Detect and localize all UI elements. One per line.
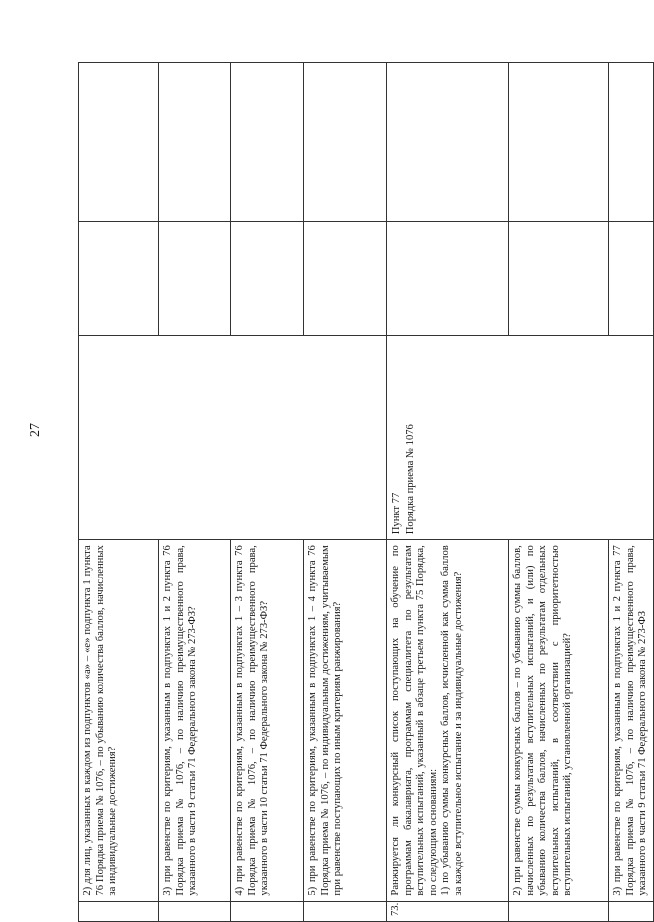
row-number (231, 901, 304, 921)
row-number (609, 901, 654, 921)
reference-cell (387, 335, 654, 540)
note-cell (609, 63, 654, 222)
row-number (159, 901, 231, 921)
question-text (387, 540, 509, 901)
row-number (509, 901, 609, 921)
answer-cell (159, 222, 231, 336)
row-number (79, 901, 159, 921)
reference-cell (79, 335, 387, 540)
answer-cell (387, 222, 509, 336)
note-cell (509, 63, 609, 222)
answer-cell (231, 222, 304, 336)
table-row (79, 63, 159, 922)
note-cell (79, 63, 159, 222)
note-cell (304, 63, 387, 222)
question-text: 3) при равенстве по критериям, указанным в подпунктах 1 и 2 пункта 76 Порядка приема № 1076, – по наличию преимущественного права, указанного в части 9 статьи 71 Федерального закона № 273-ФЗ? (159, 540, 231, 901)
question-text: 3) при равенстве по критериям, указанным в подпунктах 1 и 2 пункта 77 Порядка приема № 1076, – по наличию преимущественного права, указанного в части 9 статьи 71 Федерального закона № 273-ФЗ (609, 540, 654, 901)
page-number: 27 (28, 423, 43, 437)
table-row (387, 63, 509, 922)
row-number: 73. (387, 901, 509, 921)
question-text: 5) при равенстве по критериям, указанным в подпунктах 1 – 4 пункта 76 Порядка приема № 1076, – по индивидуальным достижениям, учитываемым при равенстве поступающих по иным критериям ранжирования? (304, 540, 387, 901)
note-cell (159, 63, 231, 222)
question-item: 1) по убыванию суммы конкурсных баллов, исчисленной как сумма баллов за каждое вступительное испытание и за индивидуальные достижения? (440, 545, 464, 896)
questions-table (78, 62, 654, 922)
answer-cell (304, 222, 387, 336)
answer-cell (79, 222, 159, 336)
question-text: 4) при равенстве по критериям, указанным в подпунктах 1 – 3 пункта 76 Порядка приема № 1076, – по наличию преимущественного права, указанного в части 10 статьи 71 Федерального закона № 273-ФЗ? (231, 540, 304, 901)
answer-cell (609, 222, 654, 336)
note-cell (231, 63, 304, 222)
question-text: 2) для лиц, указанных в каждом из подпунктов «а» – «е» подпункта 1 пункта 76 Порядка приема № 1076, – по убыванию количества баллов, начисленных за индивидуальные достижения? (79, 540, 159, 901)
rotated-page-content (78, 62, 649, 922)
reference-point: Пункт 77 (391, 492, 402, 535)
note-cell (387, 63, 509, 222)
row-number (304, 901, 387, 921)
answer-cell (509, 222, 609, 336)
question-intro: Ранжируется ли конкурсный список поступающих на обучение по программам бакалавриата, программам специалитета по результатам вступительных испытаний, указанный в абзаце третьем пункта 75 Порядка, по следующим основаниям: (390, 545, 439, 896)
question-text: 2) при равенстве суммы конкурсных баллов – по убыванию суммы баллов, начисленных по результатам вступительных испытаний, и (или) по убыванию количества баллов, начисленных по результатам отдельных вступительных испытаний, в соответствии с приоритетностью вступительных испытаний, установленной организацией? (509, 540, 609, 901)
reference-document: Порядка приема № 1076 (405, 424, 416, 535)
